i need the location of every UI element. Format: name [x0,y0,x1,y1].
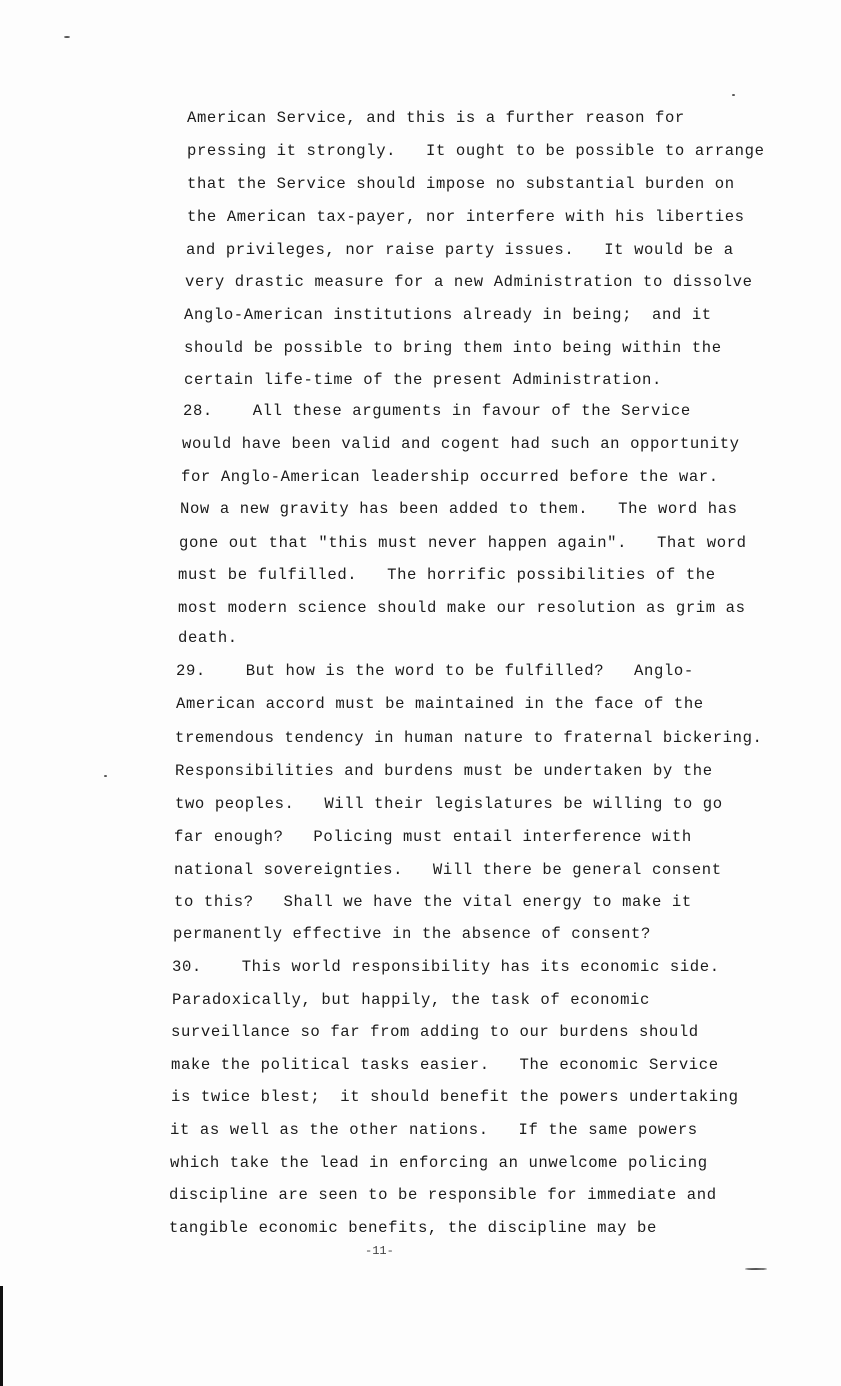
text-line: the American tax-payer, nor interfere with his liberties [187,208,745,226]
page-number: -11- [365,1244,394,1258]
text-line: far enough? Policing must entail interference with [174,828,692,846]
text-line: is twice blest; it should benefit the powers undertaking [171,1088,739,1106]
text-line: discipline are seen to be responsible for immediate and [169,1186,717,1204]
text-line: permanently effective in the absence of consent? [173,925,651,943]
text-line: American accord must be maintained in the face of the [176,695,704,713]
text-line: 29. But how is the word to be fulfilled? Anglo- [176,662,694,680]
scan-speck [104,775,107,777]
text-line: should be possible to bring them into being within the [184,339,722,357]
text-line: surveillance so far from adding to our burdens should [171,1023,699,1041]
scan-speck [732,94,735,96]
text-line: Anglo-American institutions already in being; and it [184,306,712,324]
text-line: very drastic measure for a new Administration to dissolve [185,273,753,291]
text-line: national sovereignties. Will there be general consent [174,861,722,879]
text-line: must be fulfilled. The horrific possibilities of the [178,566,716,584]
scan-speck [745,1268,767,1270]
text-line: and privileges, nor raise party issues. It would be a [186,241,734,259]
text-line: gone out that "this must never happen again". That word [179,534,747,552]
text-line: which take the lead in enforcing an unwelcome policing [170,1154,708,1172]
text-line: that the Service should impose no substantial burden on [187,175,735,193]
text-line: make the political tasks easier. The economic Service [171,1056,719,1074]
text-line: American Service, and this is a further reason for [187,109,685,127]
text-line: pressing it strongly. It ought to be possible to arrange [187,142,765,160]
scan-edge-mark [0,1286,3,1386]
text-line: Now a new gravity has been added to them. The word has [180,500,738,518]
text-line: Paradoxically, but happily, the task of economic [172,991,650,1009]
text-line: certain life-time of the present Administration. [184,371,662,389]
text-line: most modern science should make our resolution as grim as [178,599,746,617]
text-line: two peoples. Will their legislatures be willing to go [175,795,723,813]
text-line: death. [178,629,238,647]
text-line: Responsibilities and burdens must be undertaken by the [175,762,713,780]
text-line: tangible economic benefits, the discipline may be [169,1219,657,1237]
text-line: it as well as the other nations. If the same powers [170,1121,698,1139]
text-line: 28. All these arguments in favour of the Service [183,402,691,420]
scan-speck [64,36,70,38]
text-line: tremendous tendency in human nature to fraternal bickering. [175,729,763,747]
text-line: would have been valid and cogent had such an opportunity [182,435,740,453]
text-line: 30. This world responsibility has its economic side. [172,958,720,976]
text-line: for Anglo-American leadership occurred before the war. [181,468,719,486]
text-line: to this? Shall we have the vital energy to make it [174,893,692,911]
